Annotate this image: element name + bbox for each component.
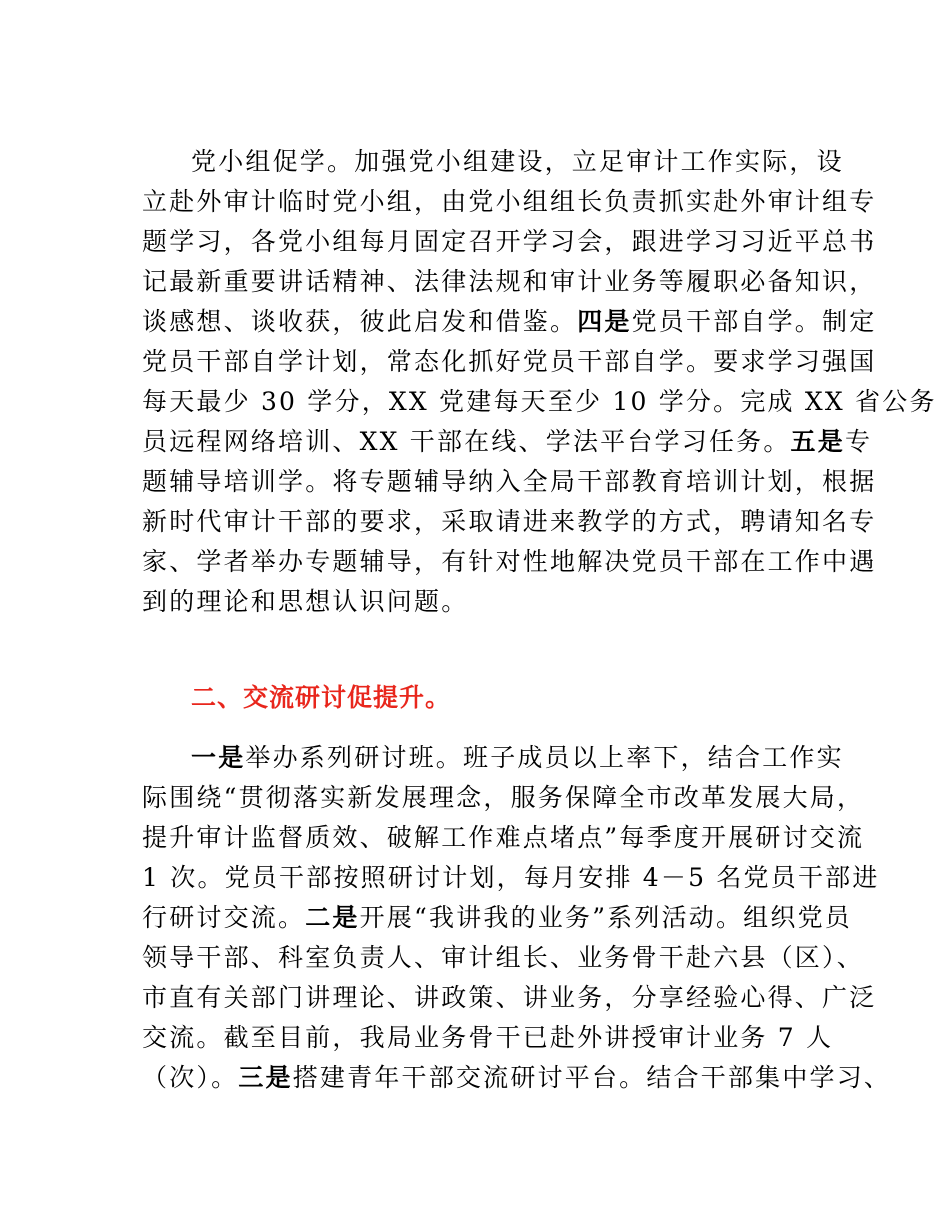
paragraph-line: [142, 222, 877, 262]
text-run: 搭建青年干部交流研讨平台。结合干部集中学习、: [292, 1063, 892, 1092]
text-run: 立赴外审计临时党小组，由党小组组长负责抓实赴外审计组专: [142, 187, 877, 216]
text-run: 市直有关部门讲理论、讲政策、讲业务，分享经验心得、广泛: [142, 983, 877, 1012]
bold-text-run: 三是: [238, 1063, 293, 1092]
text-run: 交流。截至目前，我局业务骨干已赴外讲授审计业务 7 人: [142, 1023, 834, 1052]
paragraph-line: [191, 738, 871, 778]
text-run: 员远程网络培训、XX 干部在线、学法平台学习任务。: [142, 427, 791, 456]
paragraph-line: [142, 898, 852, 938]
paragraph-line: [142, 978, 877, 1018]
paragraph-line: [142, 382, 937, 422]
paragraph-line: [142, 502, 877, 542]
text-run: 举办系列研讨班。班子成员以上率下，结合工作实: [245, 743, 844, 772]
paragraph-line: [191, 142, 871, 182]
bold-text-run: 五是: [790, 427, 845, 456]
paragraph-line: [142, 542, 877, 582]
text-run: 专: [844, 427, 873, 456]
text-run: 领导干部、科室负责人、审计组长、业务骨干赴六县（区）、: [142, 943, 864, 972]
text-run: （次）。: [142, 1063, 239, 1092]
text-run: 题学习，各党小组每月固定召开学习会，跟进学习习近平总书: [142, 227, 877, 256]
bold-text-run: 二是: [305, 903, 360, 932]
text-run: 到的理论和思想认识问题。: [142, 587, 469, 616]
text-run: 每天最少 30 学分，XX 党建每天至少 10 学分。完成 XX 省公务: [142, 387, 937, 416]
text-run: 新时代审计干部的要求，采取请进来教学的方式，聘请知名专: [142, 507, 877, 536]
text-run: 际围绕“贯彻落实新发展理念，服务保障全市改革发展大局，: [142, 783, 865, 812]
paragraph-line: [142, 938, 864, 978]
paragraph-line: [142, 302, 877, 342]
bold-text-run: 一是: [191, 743, 246, 772]
paragraph-line: [142, 422, 873, 462]
paragraph-line: [142, 582, 822, 622]
text-run: 党员干部自学。制定: [631, 307, 877, 336]
text-run: 提升审计监督质效、破解工作难点堵点”每季度开展研讨交流: [142, 823, 865, 852]
text-run: 开展“我讲我的业务”系列活动。组织党员: [359, 903, 852, 932]
paragraph-line: [142, 1058, 892, 1098]
paragraph-line: [142, 462, 877, 502]
text-run: 谈感想、谈收获，彼此启发和借鉴。: [142, 307, 578, 336]
paragraph-line: [142, 858, 880, 898]
text-run: 行研讨交流。: [142, 903, 306, 932]
paragraph-line: [142, 262, 877, 302]
paragraph-line: [142, 1018, 834, 1058]
text-run: 党员干部自学计划，常态化抓好党员干部自学。要求学习强国: [142, 347, 877, 376]
text-run: 家、学者举办专题辅导，有针对性地解决党员干部在工作中遇: [142, 547, 877, 576]
paragraph-line: [142, 778, 865, 818]
bold-text-run: 四是: [577, 307, 632, 336]
text-run: 1 次。党员干部按照研讨计划，每月安排 4－5 名党员干部进: [142, 863, 880, 892]
paragraph-line: [142, 818, 865, 858]
paragraph-line: [142, 342, 877, 382]
text-run: 党小组促学。加强党小组建设，立足审计工作实际，设: [191, 147, 844, 176]
section-heading: 二、交流研讨促提升。: [191, 683, 452, 712]
paragraph-line: [142, 182, 877, 222]
text-run: 题辅导培训学。将专题辅导纳入全局干部教育培训计划，根据: [142, 467, 877, 496]
text-run: 记最新重要讲话精神、法律法规和审计业务等履职必备知识，: [142, 267, 877, 296]
